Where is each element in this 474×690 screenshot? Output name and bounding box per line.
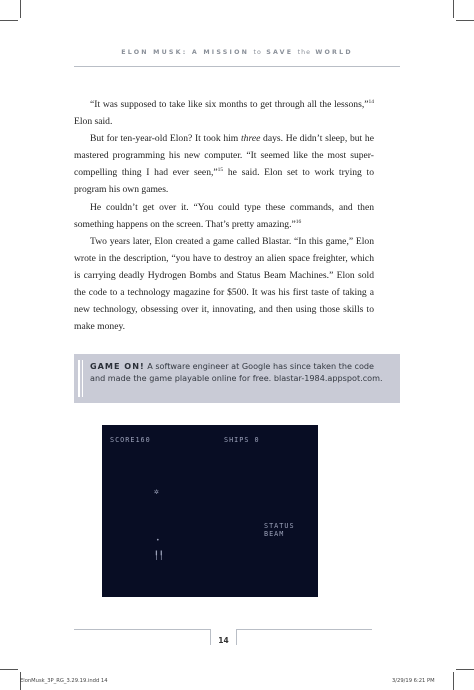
- footer-rule-left: [74, 629, 210, 630]
- p2-emphasis: three: [240, 133, 261, 145]
- running-head-to: to: [253, 49, 262, 56]
- paragraph-1: [74, 96, 374, 130]
- alien-freighter-icon: ✲: [154, 487, 159, 496]
- crop-mark-bottom-right: [453, 672, 454, 690]
- p1-text: “It was supposed to take like six months to get through all the lessons,”: [90, 99, 369, 110]
- crop-mark-top-right: [453, 0, 454, 18]
- crop-mark-top-right-h: [456, 20, 474, 21]
- game-ships: SHIPS 0: [224, 436, 260, 444]
- crop-mark-bottom-right-h: [456, 669, 474, 670]
- sidebar-accent-bar: [78, 360, 80, 397]
- running-head-the: the: [297, 49, 311, 56]
- body-text: [74, 96, 374, 335]
- p2-text: But for ten-year-old Elon? It took him: [90, 133, 241, 145]
- p2-text-end: he said. Elon set to work trying to program his own games.: [74, 167, 374, 196]
- endnote-ref-15: 15: [217, 167, 224, 174]
- footer-rule-right: [236, 629, 372, 630]
- sidebar-text: [90, 360, 390, 385]
- crop-mark-top-left: [20, 0, 21, 18]
- p1-text-end: Elon said.: [74, 116, 113, 128]
- bullet-icon: •: [156, 537, 160, 544]
- crop-mark-top-left-h: [0, 20, 18, 21]
- endnote-ref-14: 14: [368, 98, 374, 105]
- game-on-sidebar: [74, 354, 400, 403]
- running-head: [0, 49, 474, 56]
- running-head-save: SAVE: [266, 49, 294, 56]
- blastar-game-screenshot: [102, 425, 318, 597]
- page-number: 14: [218, 636, 229, 645]
- sidebar-body: A software engineer at Google has since taken the code and made the game playable online for free. blastar-1984.appspot.com.: [90, 361, 383, 384]
- header-rule: [74, 66, 400, 67]
- sidebar-lead: GAME ON!: [90, 361, 145, 371]
- paragraph-2: [74, 130, 374, 198]
- p2-text-mid: days. He didn’t sleep, but he mastered programming his new computer. “It seemed like the most super-compelling thing I had ever seen,”: [74, 133, 374, 179]
- paragraph-3: [74, 199, 374, 233]
- footer-tick-right: [236, 629, 237, 645]
- endnote-ref-16: 16: [295, 218, 302, 225]
- player-ship-icon: ╿╿: [154, 551, 164, 560]
- running-head-title: ELON MUSK: A MISSION: [121, 49, 250, 56]
- slug-timestamp: 3/29/19 6:21 PM: [392, 678, 435, 684]
- slug-filename: ElonMusk_3P_RG_3.29.19.indd 14: [20, 678, 108, 684]
- crop-mark-bottom-left-h: [0, 669, 18, 670]
- sidebar-accent-bar-thin: [82, 360, 83, 397]
- running-head-world: WORLD: [315, 49, 353, 56]
- paragraph-4: Two years later, Elon created a game called Blastar. “In this game,” Elon wrote in the description, “you have to destroy an alien space freighter, which is carrying deadly Hydrogen Bombs and Status Beam Machines.” Elon sold the code to a technology magazine for $500. It was his first taste of taking a new technology, obsessing over it, innovating, and then using those skills to make money.: [74, 235, 374, 333]
- game-score: SCORE160: [110, 436, 151, 444]
- p3-text: He couldn’t get over it. “You could type these commands, and then something happens on the screen. That’s pretty amazing.”: [74, 201, 374, 230]
- game-status-beam: STATUS BEAM: [264, 522, 295, 538]
